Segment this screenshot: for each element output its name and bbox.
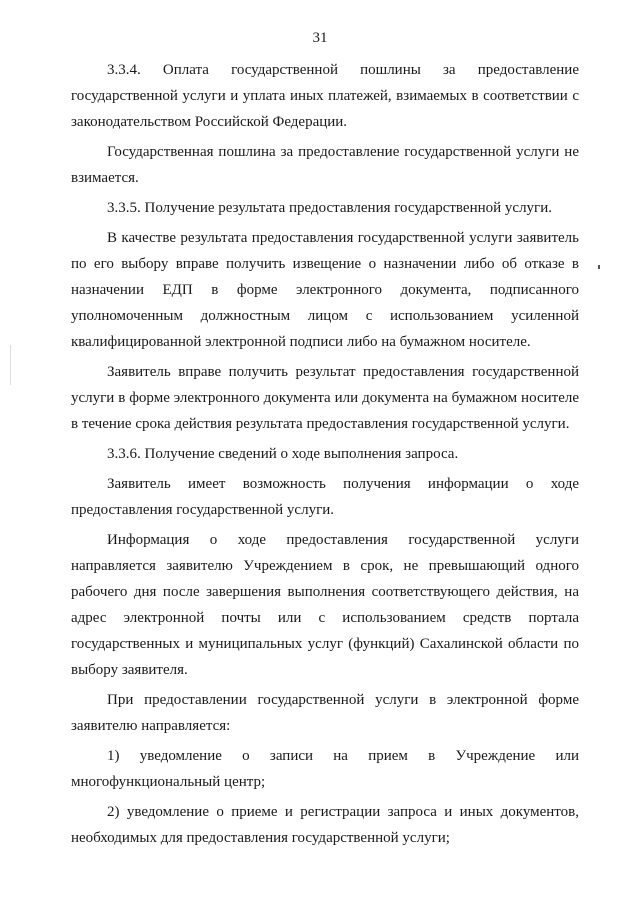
scan-speck	[10, 345, 11, 385]
paragraph-fee-not-charged: Государственная пошлина за предоставление государственной услуги не взимается.	[71, 144, 579, 186]
paragraph-3-3-5: 3.3.5. Получение результата предоставления государственной услуги.	[107, 200, 552, 216]
paragraph-result-options: В качестве результата предоставления государственной услуги заявитель по его выбору вправе получить извещение о назначении либо об отказе в назначении ЕДП в форме электронного документа, подписанного уполномоченным должностным лицом с использованием усиленной квалифицированной электронной подписи либо на бумажном носителе.	[71, 230, 579, 350]
list-item-2: 2) уведомление о приеме и регистрации запроса и иных документов, необходимых для предоставления государственной услуги;	[71, 804, 579, 846]
paragraph-info-delivery: Информация о ходе предоставления государственной услуги направляется заявителю Учреждением в срок, не превышающий одного рабочего дня после завершения выполнения соответствующего действия, на адрес электронной почты или с использованием средств портала государственных и муниципальных услуг (функций) Сахалинской области по выбору заявителя.	[71, 532, 579, 678]
page-number: 31	[312, 30, 328, 46]
paragraph-3-3-6: 3.3.6. Получение сведений о ходе выполнения запроса.	[107, 446, 459, 462]
document-body	[71, 57, 579, 855]
paragraph-result-form: Заявитель вправе получить результат предоставления государственной услуги в форме электронного документа или документа на бумажном носителе в течение срока действия результата предоставления государственной услуги.	[71, 364, 579, 432]
list-item-1: 1) уведомление о записи на прием в Учреждение или многофункциональный центр;	[71, 748, 579, 790]
scan-speck	[598, 265, 600, 269]
paragraph-3-3-4: 3.3.4. Оплата государственной пошлины за предоставление государственной услуги и уплата иных платежей, взимаемых в соответствии с законодательством Российской Федерации.	[71, 62, 579, 130]
paragraph-progress-info: Заявитель имеет возможность получения информации о ходе предоставления государственной услуги.	[71, 476, 579, 518]
paragraph-electronic-form: При предоставлении государственной услуги в электронной форме заявителю направляется:	[71, 692, 579, 734]
